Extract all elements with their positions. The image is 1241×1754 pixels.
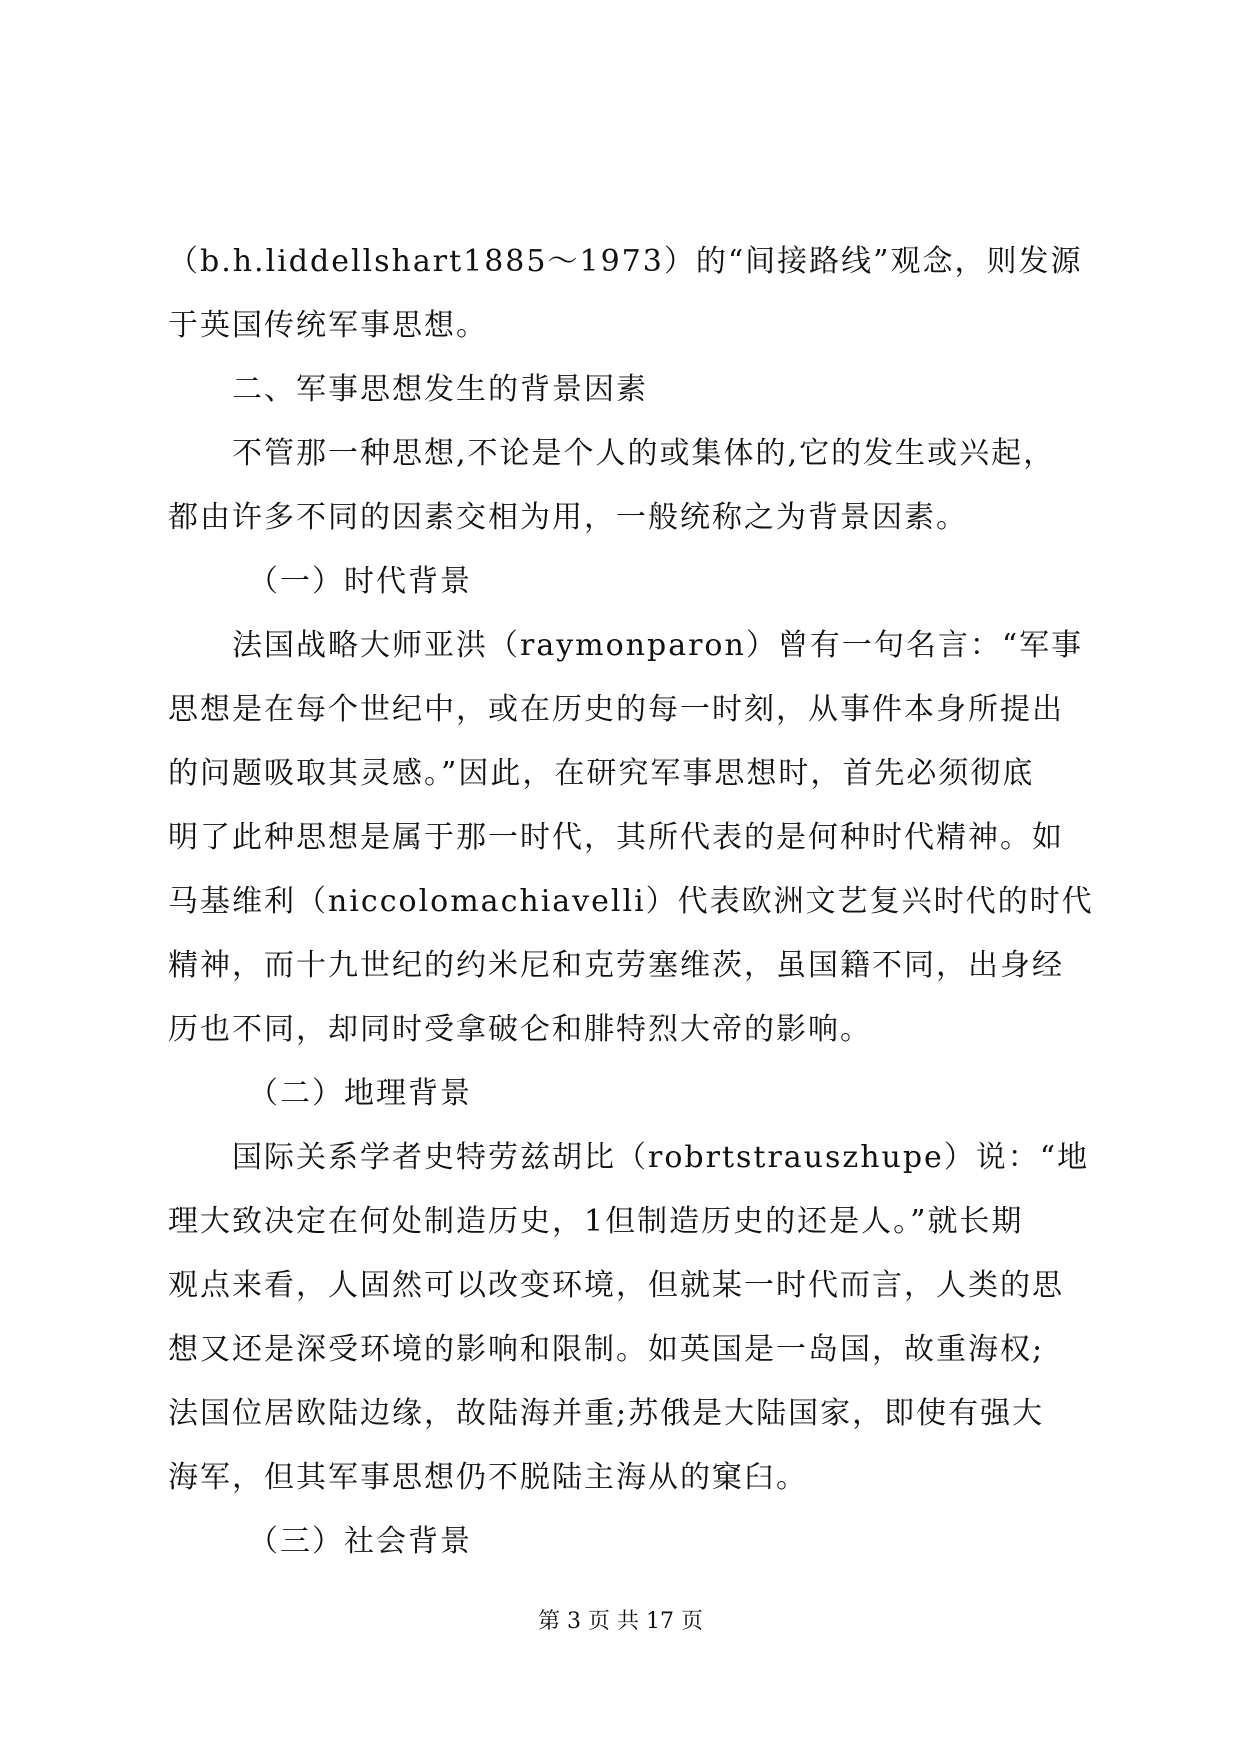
text-line: 观点来看，人固然可以改变环境，但就某一时代而言，人类的思: [168, 1268, 1064, 1303]
text-line: 法国位居欧陆边缘，故陆海并重;苏俄是大陆国家，即使有强大: [168, 1396, 1045, 1431]
page-footer: 第 3 页 共 17 页: [538, 1609, 703, 1634]
section-heading: 二、军事思想发生的背景因素: [232, 372, 648, 407]
text-line: 都由许多不同的因素交相为用，一般统称之为背景因素。: [168, 500, 968, 535]
text-line: 精神，而十九世纪的约米尼和克劳塞维茨，虽国籍不同，出身经: [168, 948, 1064, 983]
text-line: 国际关系学者史特劳兹胡比（robrtstrauszhupe）说：“地: [232, 1140, 1090, 1175]
text-line: 法国战略大师亚洪（raymonparon）曾有一句名言：“军事: [232, 628, 1084, 663]
document-body: [168, 230, 1094, 1574]
subsection-heading: （一）时代背景: [248, 564, 472, 599]
text-line: 历也不同，却同时受拿破仑和腓特烈大帝的影响。: [168, 1012, 872, 1047]
text-line: 思想是在每个世纪中，或在历史的每一时刻，从事件本身所提出: [168, 692, 1064, 727]
text-line: 马基维利（niccolomachiavelli）代表欧洲文艺复兴时代的时代: [168, 884, 1094, 919]
text-line: 于英国传统军事思想。: [168, 308, 488, 343]
text-line: 理大致决定在何处制造历史，1但制造历史的还是人。”就长期: [168, 1204, 1024, 1239]
subsection-heading: （二）地理背景: [248, 1076, 472, 1111]
subsection-heading: （三）社会背景: [248, 1524, 472, 1559]
text-line: （b.h.liddellshart1885～1973）的“间接路线”观念，则发源: [168, 244, 1083, 279]
text-line: 想又还是深受环境的影响和限制。如英国是一岛国，故重海权;: [168, 1332, 1045, 1367]
text-line: 海军，但其军事思想仍不脱陆主海从的窠臼。: [168, 1460, 808, 1495]
text-line: 不管那一种思想,不论是个人的或集体的,它的发生或兴起，: [232, 436, 1056, 471]
text-line: 明了此种思想是属于那一时代，其所代表的是何种时代精神。如: [168, 820, 1064, 855]
text-line: 的问题吸取其灵感。”因此，在研究军事思想时，首先必须彻底: [168, 756, 1035, 791]
